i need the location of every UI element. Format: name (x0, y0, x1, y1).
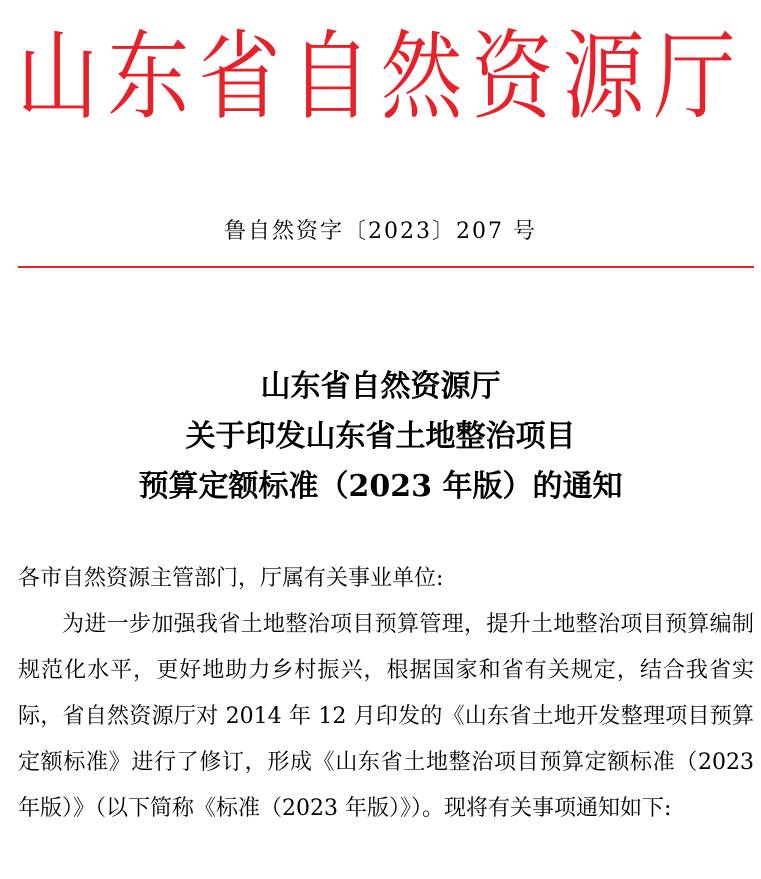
agency-masthead: 山东省自然资源厅 (16, 21, 745, 134)
document-body (18, 556, 754, 832)
title-line-2: 关于印发山东省土地整治项目 (185, 419, 576, 454)
red-divider-line (18, 266, 754, 268)
document-number: 鲁自然资字〔2023〕207 号 (224, 219, 537, 244)
body-paragraph: 为进一步加强我省土地整治项目预算管理，提升土地整治项目预算编制规范化水平，更好地助力乡村振兴，根据国家和省有关规定，结合我省实际，省自然资源厅对 2014 年 12 月印发的《山东省土地开发整理项目预算定额标准》进行了修订，形成《山东省土地整治项目预算定额标准（2023 年版）》（以下简称《标准（2023 年版）》）。现将有关事项通知如下: (18, 612, 754, 821)
salutation: 各市自然资源主管部门，厅属有关事业单位: (18, 566, 444, 591)
title-line-3: 预算定额标准（2023 年版）的通知 (138, 469, 623, 504)
title-line-1: 山东省自然资源厅 (260, 369, 501, 404)
document-title (0, 362, 761, 512)
